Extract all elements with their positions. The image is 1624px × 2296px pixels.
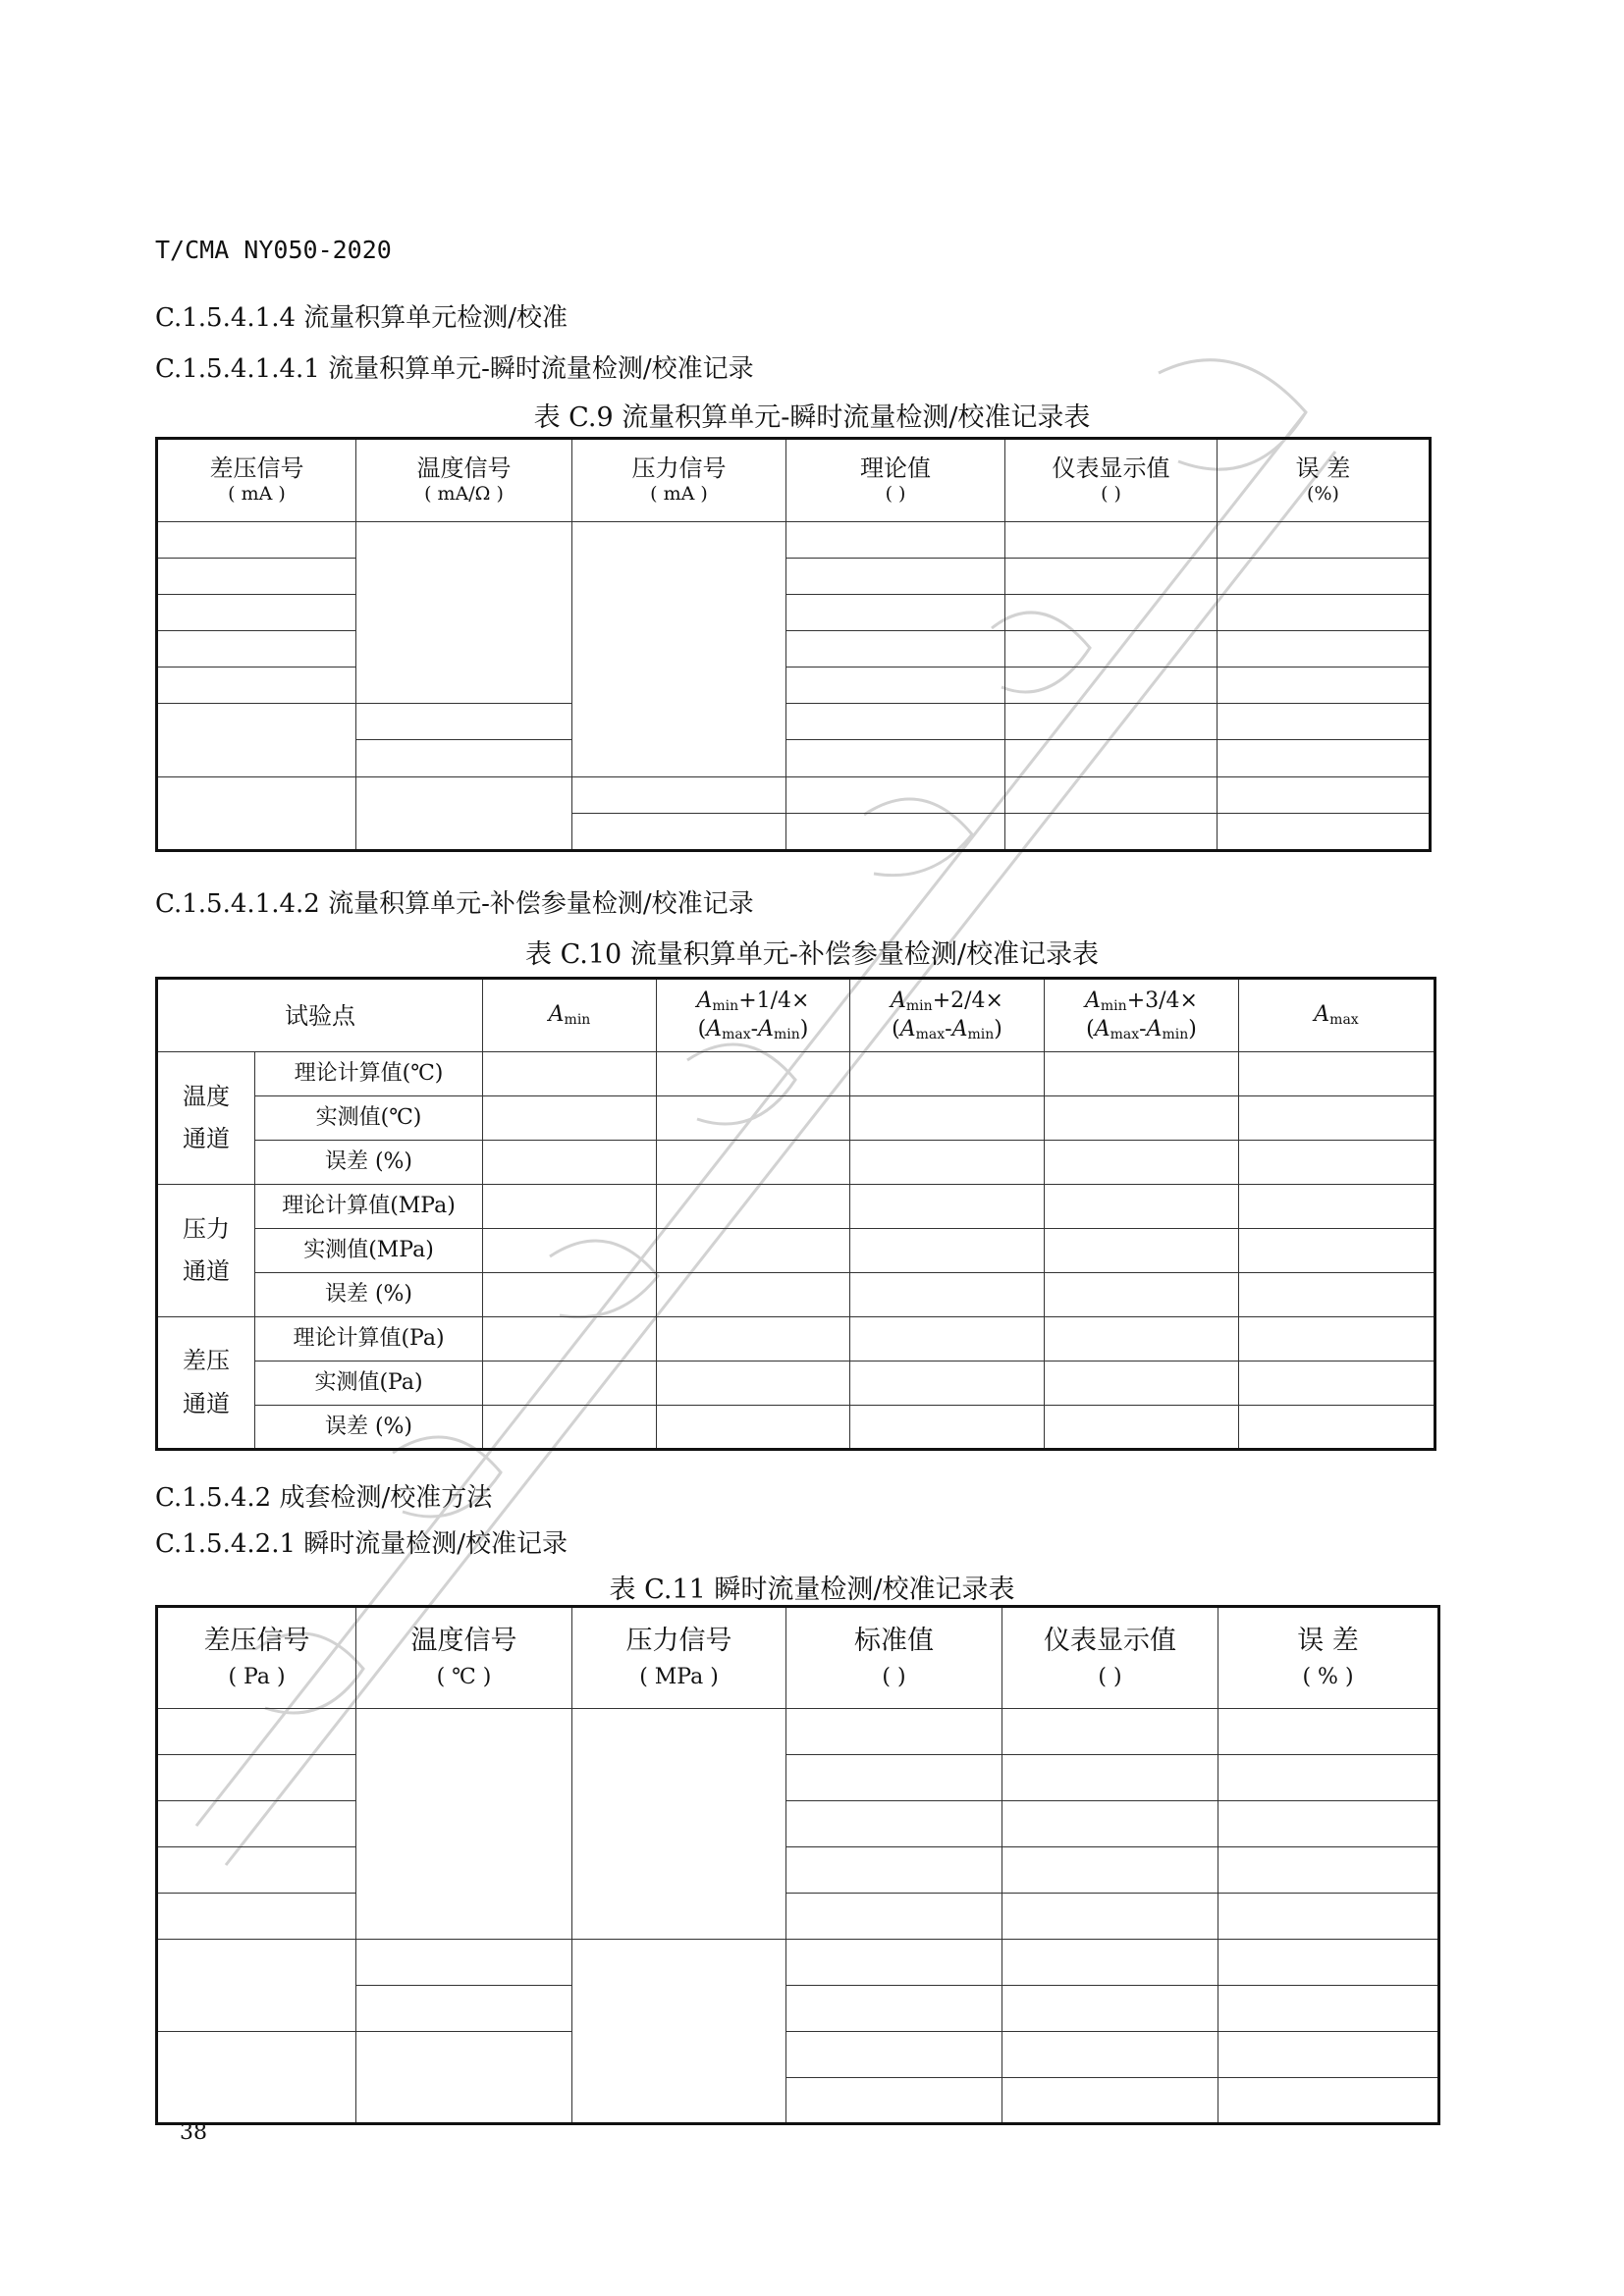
table-cell[interactable] bbox=[786, 813, 1005, 850]
table-cell[interactable] bbox=[786, 740, 1005, 776]
table-cell[interactable] bbox=[1218, 558, 1431, 594]
header-press: 压力信号 ( mA ) bbox=[572, 439, 786, 522]
table-cell[interactable] bbox=[1218, 1894, 1439, 1940]
header-error: 误 差 ( % ) bbox=[1218, 1607, 1439, 1709]
table-cell[interactable] bbox=[1002, 2032, 1218, 2078]
table-cell[interactable] bbox=[786, 594, 1005, 630]
header-dp: 差压信号 ( Pa ) bbox=[157, 1607, 356, 1709]
table-cell[interactable] bbox=[356, 704, 572, 740]
table-cell[interactable] bbox=[1218, 521, 1431, 558]
table-cell[interactable] bbox=[1239, 1096, 1435, 1141]
table-cell[interactable] bbox=[786, 667, 1005, 704]
table-cell[interactable] bbox=[356, 2032, 572, 2124]
table-cell[interactable] bbox=[157, 1755, 356, 1801]
section-heading: C.1.5.4.2.1 瞬时流量检测/校准记录 bbox=[155, 1529, 568, 1559]
table-cell[interactable] bbox=[1005, 704, 1218, 740]
table-cell[interactable] bbox=[1218, 1709, 1439, 1755]
table-cell[interactable] bbox=[850, 1273, 1045, 1317]
table-cell[interactable] bbox=[157, 2032, 356, 2124]
table-c9 bbox=[155, 437, 1432, 852]
table-cell[interactable] bbox=[657, 1141, 850, 1185]
table-cell[interactable] bbox=[157, 558, 356, 594]
table-cell[interactable] bbox=[850, 1141, 1045, 1185]
table-cell[interactable] bbox=[1045, 1141, 1239, 1185]
header-display: 仪表显示值 ( ) bbox=[1002, 1607, 1218, 1709]
table-cell[interactable] bbox=[1005, 667, 1218, 704]
table-cell[interactable] bbox=[157, 521, 356, 558]
test-point-header: 试验点 bbox=[157, 979, 483, 1052]
table-cell[interactable] bbox=[572, 1940, 786, 2124]
header-press: 压力信号 ( MPa ) bbox=[572, 1607, 786, 1709]
table-cell[interactable] bbox=[1218, 776, 1431, 813]
table-cell[interactable] bbox=[483, 1406, 657, 1450]
table-cell[interactable] bbox=[850, 1229, 1045, 1273]
table-cell[interactable] bbox=[850, 1185, 1045, 1229]
table-cell[interactable] bbox=[157, 1847, 356, 1894]
table-cell[interactable] bbox=[572, 776, 786, 813]
header-temp: 温度信号 ( mA/Ω ) bbox=[356, 439, 572, 522]
table-cell[interactable] bbox=[786, 1894, 1002, 1940]
header-three-quarter: $A_{min}+3/4\times$ $(A_{max}-A_{min})$ bbox=[1045, 979, 1239, 1052]
table-cell[interactable] bbox=[850, 1317, 1045, 1362]
header-theory: 理论值 ( ) bbox=[786, 439, 1005, 522]
header-temp: 温度信号 ( ℃ ) bbox=[356, 1607, 572, 1709]
section-heading: C.1.5.4.1.4.1 流量积算单元-瞬时流量检测/校准记录 bbox=[155, 354, 754, 384]
table-cell[interactable] bbox=[1218, 2078, 1439, 2124]
table-cell[interactable] bbox=[483, 1317, 657, 1362]
section-heading: C.1.5.4.1.4 流量积算单元检测/校准 bbox=[155, 303, 568, 333]
table-cell[interactable] bbox=[850, 1406, 1045, 1450]
header-half: $A_{min}+2/4\times$ $(A_{max}-A_{min})$ bbox=[850, 979, 1045, 1052]
section-heading: C.1.5.4.1.4.2 流量积算单元-补偿参量检测/校准记录 bbox=[155, 889, 754, 919]
table-cell[interactable] bbox=[356, 1940, 572, 1986]
table-cell[interactable] bbox=[1002, 1755, 1218, 1801]
table-cell[interactable] bbox=[786, 1847, 1002, 1894]
table-cell[interactable] bbox=[1239, 1052, 1435, 1096]
row-label: 理论计算值(Pa) bbox=[255, 1317, 483, 1362]
row-label: 理论计算值(℃) bbox=[255, 1052, 483, 1096]
table-cell[interactable] bbox=[657, 1052, 850, 1096]
table-cell[interactable] bbox=[1045, 1052, 1239, 1096]
table-cell[interactable] bbox=[356, 776, 572, 850]
table-cell[interactable] bbox=[1218, 1847, 1439, 1894]
table-cell[interactable] bbox=[1045, 1273, 1239, 1317]
table-cell[interactable] bbox=[1218, 704, 1431, 740]
table-cell[interactable] bbox=[1005, 776, 1218, 813]
table-cell[interactable] bbox=[786, 631, 1005, 667]
table-cell[interactable] bbox=[786, 1755, 1002, 1801]
header-amax: $A_{max}$ bbox=[1239, 979, 1435, 1052]
table-cell[interactable] bbox=[572, 1709, 786, 1940]
table-cell[interactable] bbox=[1002, 1709, 1218, 1755]
row-label: 误差 (%) bbox=[255, 1141, 483, 1185]
table-cell[interactable] bbox=[850, 1052, 1045, 1096]
table-cell[interactable] bbox=[157, 704, 356, 776]
table-cell[interactable] bbox=[157, 1801, 356, 1847]
table-cell[interactable] bbox=[1239, 1317, 1435, 1362]
header-standard: 标准值 ( ) bbox=[786, 1607, 1002, 1709]
table-cell[interactable] bbox=[657, 1185, 850, 1229]
table-cell[interactable] bbox=[1002, 1940, 1218, 1986]
table-cell[interactable] bbox=[786, 1986, 1002, 2032]
table-cell[interactable] bbox=[1218, 1755, 1439, 1801]
table-cell[interactable] bbox=[483, 1052, 657, 1096]
table-cell[interactable] bbox=[157, 667, 356, 704]
table-cell[interactable] bbox=[1002, 1894, 1218, 1940]
table-cell[interactable] bbox=[1239, 1362, 1435, 1406]
table-cell[interactable] bbox=[1002, 1847, 1218, 1894]
table-cell[interactable] bbox=[1218, 1940, 1439, 1986]
table-cell[interactable] bbox=[1045, 1096, 1239, 1141]
table-cell[interactable] bbox=[1045, 1406, 1239, 1450]
table-cell[interactable] bbox=[572, 813, 786, 850]
table-cell[interactable] bbox=[1218, 667, 1431, 704]
table-cell[interactable] bbox=[786, 558, 1005, 594]
table-cell[interactable] bbox=[483, 1362, 657, 1406]
table-cell[interactable] bbox=[1239, 1185, 1435, 1229]
table-cell[interactable] bbox=[1239, 1141, 1435, 1185]
row-label: 实测值(MPa) bbox=[255, 1229, 483, 1273]
group-temperature: 温度 通道 bbox=[157, 1052, 255, 1185]
row-label: 实测值(℃) bbox=[255, 1096, 483, 1141]
table-cell[interactable] bbox=[1005, 594, 1218, 630]
table-cell[interactable] bbox=[1239, 1406, 1435, 1450]
row-label: 误差 (%) bbox=[255, 1406, 483, 1450]
table-cell[interactable] bbox=[1239, 1273, 1435, 1317]
table-cell[interactable] bbox=[1005, 558, 1218, 594]
header-dp: 差压信号 ( mA ) bbox=[157, 439, 356, 522]
table-cell[interactable] bbox=[483, 1229, 657, 1273]
table-c11 bbox=[155, 1605, 1440, 2125]
table-cell[interactable] bbox=[786, 1940, 1002, 1986]
table-cell[interactable] bbox=[657, 1096, 850, 1141]
table-caption: 表 C.9 流量积算单元-瞬时流量检测/校准记录表 bbox=[533, 402, 1091, 433]
table-cell[interactable] bbox=[356, 740, 572, 776]
table-cell[interactable] bbox=[157, 1940, 356, 2032]
table-cell[interactable] bbox=[786, 2078, 1002, 2124]
table-cell[interactable] bbox=[483, 1273, 657, 1317]
standard-code: T/CMA NY050-2020 bbox=[155, 236, 392, 264]
table-cell[interactable] bbox=[786, 521, 1005, 558]
group-pressure: 压力 通道 bbox=[157, 1185, 255, 1317]
table-caption: 表 C.11 瞬时流量检测/校准记录表 bbox=[609, 1575, 1015, 1605]
table-cell[interactable] bbox=[1002, 1801, 1218, 1847]
table-cell[interactable] bbox=[157, 1894, 356, 1940]
table-cell[interactable] bbox=[356, 1986, 572, 2032]
table-c10 bbox=[155, 977, 1436, 1451]
header-error: 误 差 (%) bbox=[1218, 439, 1431, 522]
header-quarter: $A_{min}+1/4\times$ $(A_{max}-A_{min})$ bbox=[657, 979, 850, 1052]
table-cell[interactable] bbox=[786, 1709, 1002, 1755]
page-number: 38 bbox=[180, 2120, 207, 2145]
table-cell[interactable] bbox=[157, 1709, 356, 1755]
table-cell[interactable] bbox=[157, 776, 356, 850]
row-label: 实测值(Pa) bbox=[255, 1362, 483, 1406]
table-cell[interactable] bbox=[1002, 2078, 1218, 2124]
table-cell[interactable] bbox=[1005, 813, 1218, 850]
row-label: 误差 (%) bbox=[255, 1273, 483, 1317]
table-cell[interactable] bbox=[786, 776, 1005, 813]
header-amin: $A_{min}$ bbox=[483, 979, 657, 1052]
section-heading: C.1.5.4.2 成套检测/校准方法 bbox=[155, 1483, 493, 1513]
table-cell[interactable] bbox=[356, 521, 572, 704]
table-cell[interactable] bbox=[1045, 1229, 1239, 1273]
table-cell[interactable] bbox=[657, 1317, 850, 1362]
table-cell[interactable] bbox=[483, 1141, 657, 1185]
table-cell[interactable] bbox=[1239, 1229, 1435, 1273]
table-cell[interactable] bbox=[157, 594, 356, 630]
table-cell[interactable] bbox=[1045, 1185, 1239, 1229]
table-cell[interactable] bbox=[1005, 740, 1218, 776]
table-cell[interactable] bbox=[572, 521, 786, 776]
table-cell[interactable] bbox=[1005, 631, 1218, 667]
table-cell[interactable] bbox=[1045, 1362, 1239, 1406]
table-cell[interactable] bbox=[657, 1362, 850, 1406]
table-caption: 表 C.10 流量积算单元-补偿参量检测/校准记录表 bbox=[524, 939, 1100, 970]
table-cell[interactable] bbox=[356, 1709, 572, 1940]
table-cell[interactable] bbox=[786, 704, 1005, 740]
table-cell[interactable] bbox=[1218, 740, 1431, 776]
table-cell[interactable] bbox=[1218, 2032, 1439, 2078]
table-cell[interactable] bbox=[1218, 594, 1431, 630]
table-cell[interactable] bbox=[483, 1185, 657, 1229]
table-cell[interactable] bbox=[483, 1096, 657, 1141]
row-label: 理论计算值(MPa) bbox=[255, 1185, 483, 1229]
table-cell[interactable] bbox=[1218, 813, 1431, 850]
table-cell[interactable] bbox=[1218, 631, 1431, 667]
table-cell[interactable] bbox=[657, 1273, 850, 1317]
header-display: 仪表显示值 ( ) bbox=[1005, 439, 1218, 522]
table-cell[interactable] bbox=[157, 631, 356, 667]
table-cell[interactable] bbox=[850, 1096, 1045, 1141]
table-cell[interactable] bbox=[1045, 1317, 1239, 1362]
table-cell[interactable] bbox=[657, 1406, 850, 1450]
group-diff-pressure: 差压 通道 bbox=[157, 1317, 255, 1450]
table-cell[interactable] bbox=[1002, 1986, 1218, 2032]
table-cell[interactable] bbox=[786, 2032, 1002, 2078]
table-cell[interactable] bbox=[657, 1229, 850, 1273]
table-cell[interactable] bbox=[1005, 521, 1218, 558]
table-cell[interactable] bbox=[1218, 1801, 1439, 1847]
table-cell[interactable] bbox=[850, 1362, 1045, 1406]
table-cell[interactable] bbox=[786, 1801, 1002, 1847]
table-cell[interactable] bbox=[1218, 1986, 1439, 2032]
